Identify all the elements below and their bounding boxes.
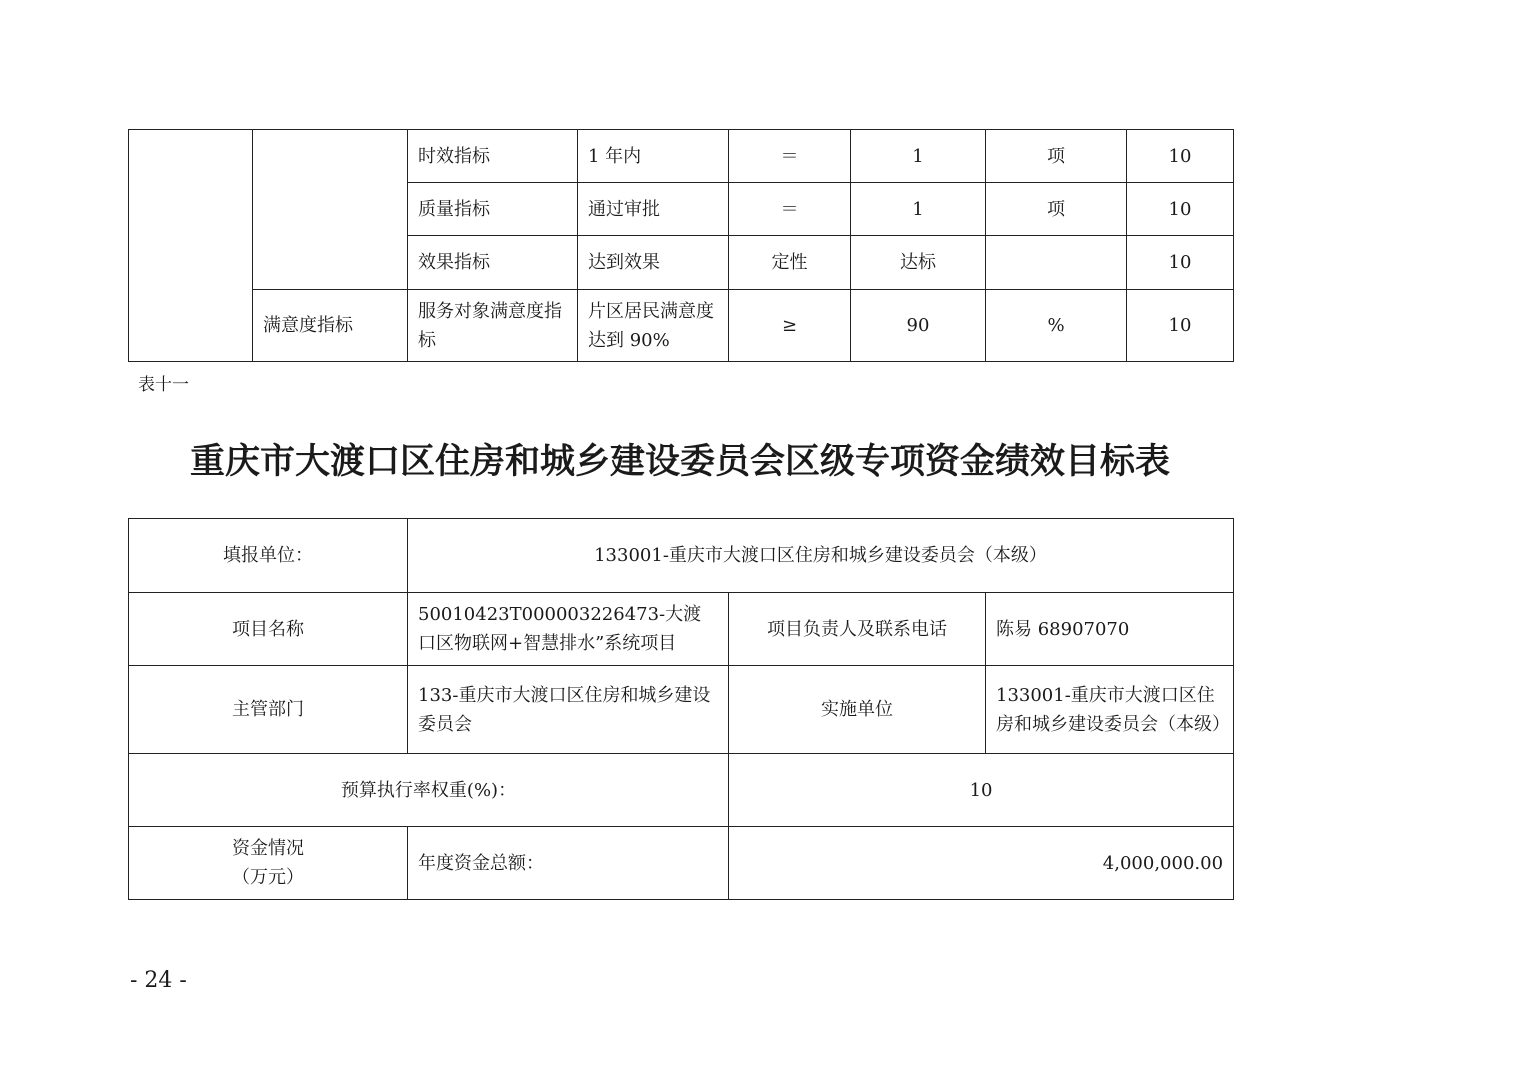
indicator-operator: 定性 <box>729 236 851 290</box>
indicator-value: 90 <box>851 290 986 362</box>
indicator-operator: ＝ <box>729 183 851 236</box>
indicator-category: 满意度指标 <box>253 290 408 362</box>
table-row <box>129 666 1234 754</box>
impl-label: 实施单位 <box>729 666 986 754</box>
indicator-value: 1 <box>851 183 986 236</box>
indicator-weight: 10 <box>1127 130 1234 183</box>
project-name-value: 50010423T000003226473-大渡口区物联网+智慧排水”系统项目 <box>408 593 729 666</box>
funds-label: 资金情况（万元） <box>129 827 408 900</box>
table-caption: 表十一 <box>138 375 189 395</box>
annual-total-label: 年度资金总额： <box>408 827 729 900</box>
indicator-operator: ≥ <box>729 290 851 362</box>
fill-unit-value: 133001-重庆市大渡口区住房和城乡建设委员会（本级） <box>408 519 1234 593</box>
budget-rate-value: 10 <box>729 754 1234 827</box>
indicator-value: 达标 <box>851 236 986 290</box>
indicator-weight: 10 <box>1127 236 1234 290</box>
indicator-name: 质量指标 <box>408 183 578 236</box>
fill-unit-label: 填报单位： <box>129 519 408 593</box>
indicator-name: 服务对象满意度指标 <box>408 290 578 362</box>
indicator-unit: 项 <box>986 130 1127 183</box>
indicator-operator: ＝ <box>729 130 851 183</box>
budget-rate-label: 预算执行率权重(%)： <box>129 754 729 827</box>
indicator-content: 达到效果 <box>578 236 729 290</box>
dept-value: 133-重庆市大渡口区住房和城乡建设委员会 <box>408 666 729 754</box>
indicator-table-continued <box>128 129 1234 362</box>
table-row <box>129 519 1234 593</box>
indicator-unit: % <box>986 290 1127 362</box>
table-row <box>129 290 1234 362</box>
indicator-content: 片区居民满意度达到 90% <box>578 290 729 362</box>
annual-total-value: 4,000,000.00 <box>729 827 1234 900</box>
indicator-weight: 10 <box>1127 290 1234 362</box>
indicator-unit: 项 <box>986 183 1127 236</box>
indicator-value: 1 <box>851 130 986 183</box>
indicator-content: 通过审批 <box>578 183 729 236</box>
indicator-content: 1 年内 <box>578 130 729 183</box>
indicator-unit <box>986 236 1127 290</box>
table-row <box>129 827 1234 900</box>
indicator-name: 时效指标 <box>408 130 578 183</box>
empty-cell <box>253 130 408 290</box>
indicator-weight: 10 <box>1127 183 1234 236</box>
impl-value: 133001-重庆市大渡口区住房和城乡建设委员会（本级） <box>986 666 1234 754</box>
table-row <box>129 754 1234 827</box>
empty-cell <box>129 130 253 362</box>
page-title: 重庆市大渡口区住房和城乡建设委员会区级专项资金绩效目标表 <box>189 442 1170 482</box>
performance-target-table <box>128 518 1234 900</box>
table-row <box>129 130 1234 183</box>
project-name-label: 项目名称 <box>129 593 408 666</box>
table-row <box>129 593 1234 666</box>
contact-label: 项目负责人及联系电话 <box>729 593 986 666</box>
page-number: - 24 - <box>130 968 187 993</box>
dept-label: 主管部门 <box>129 666 408 754</box>
contact-value: 陈易 68907070 <box>986 593 1234 666</box>
indicator-name: 效果指标 <box>408 236 578 290</box>
